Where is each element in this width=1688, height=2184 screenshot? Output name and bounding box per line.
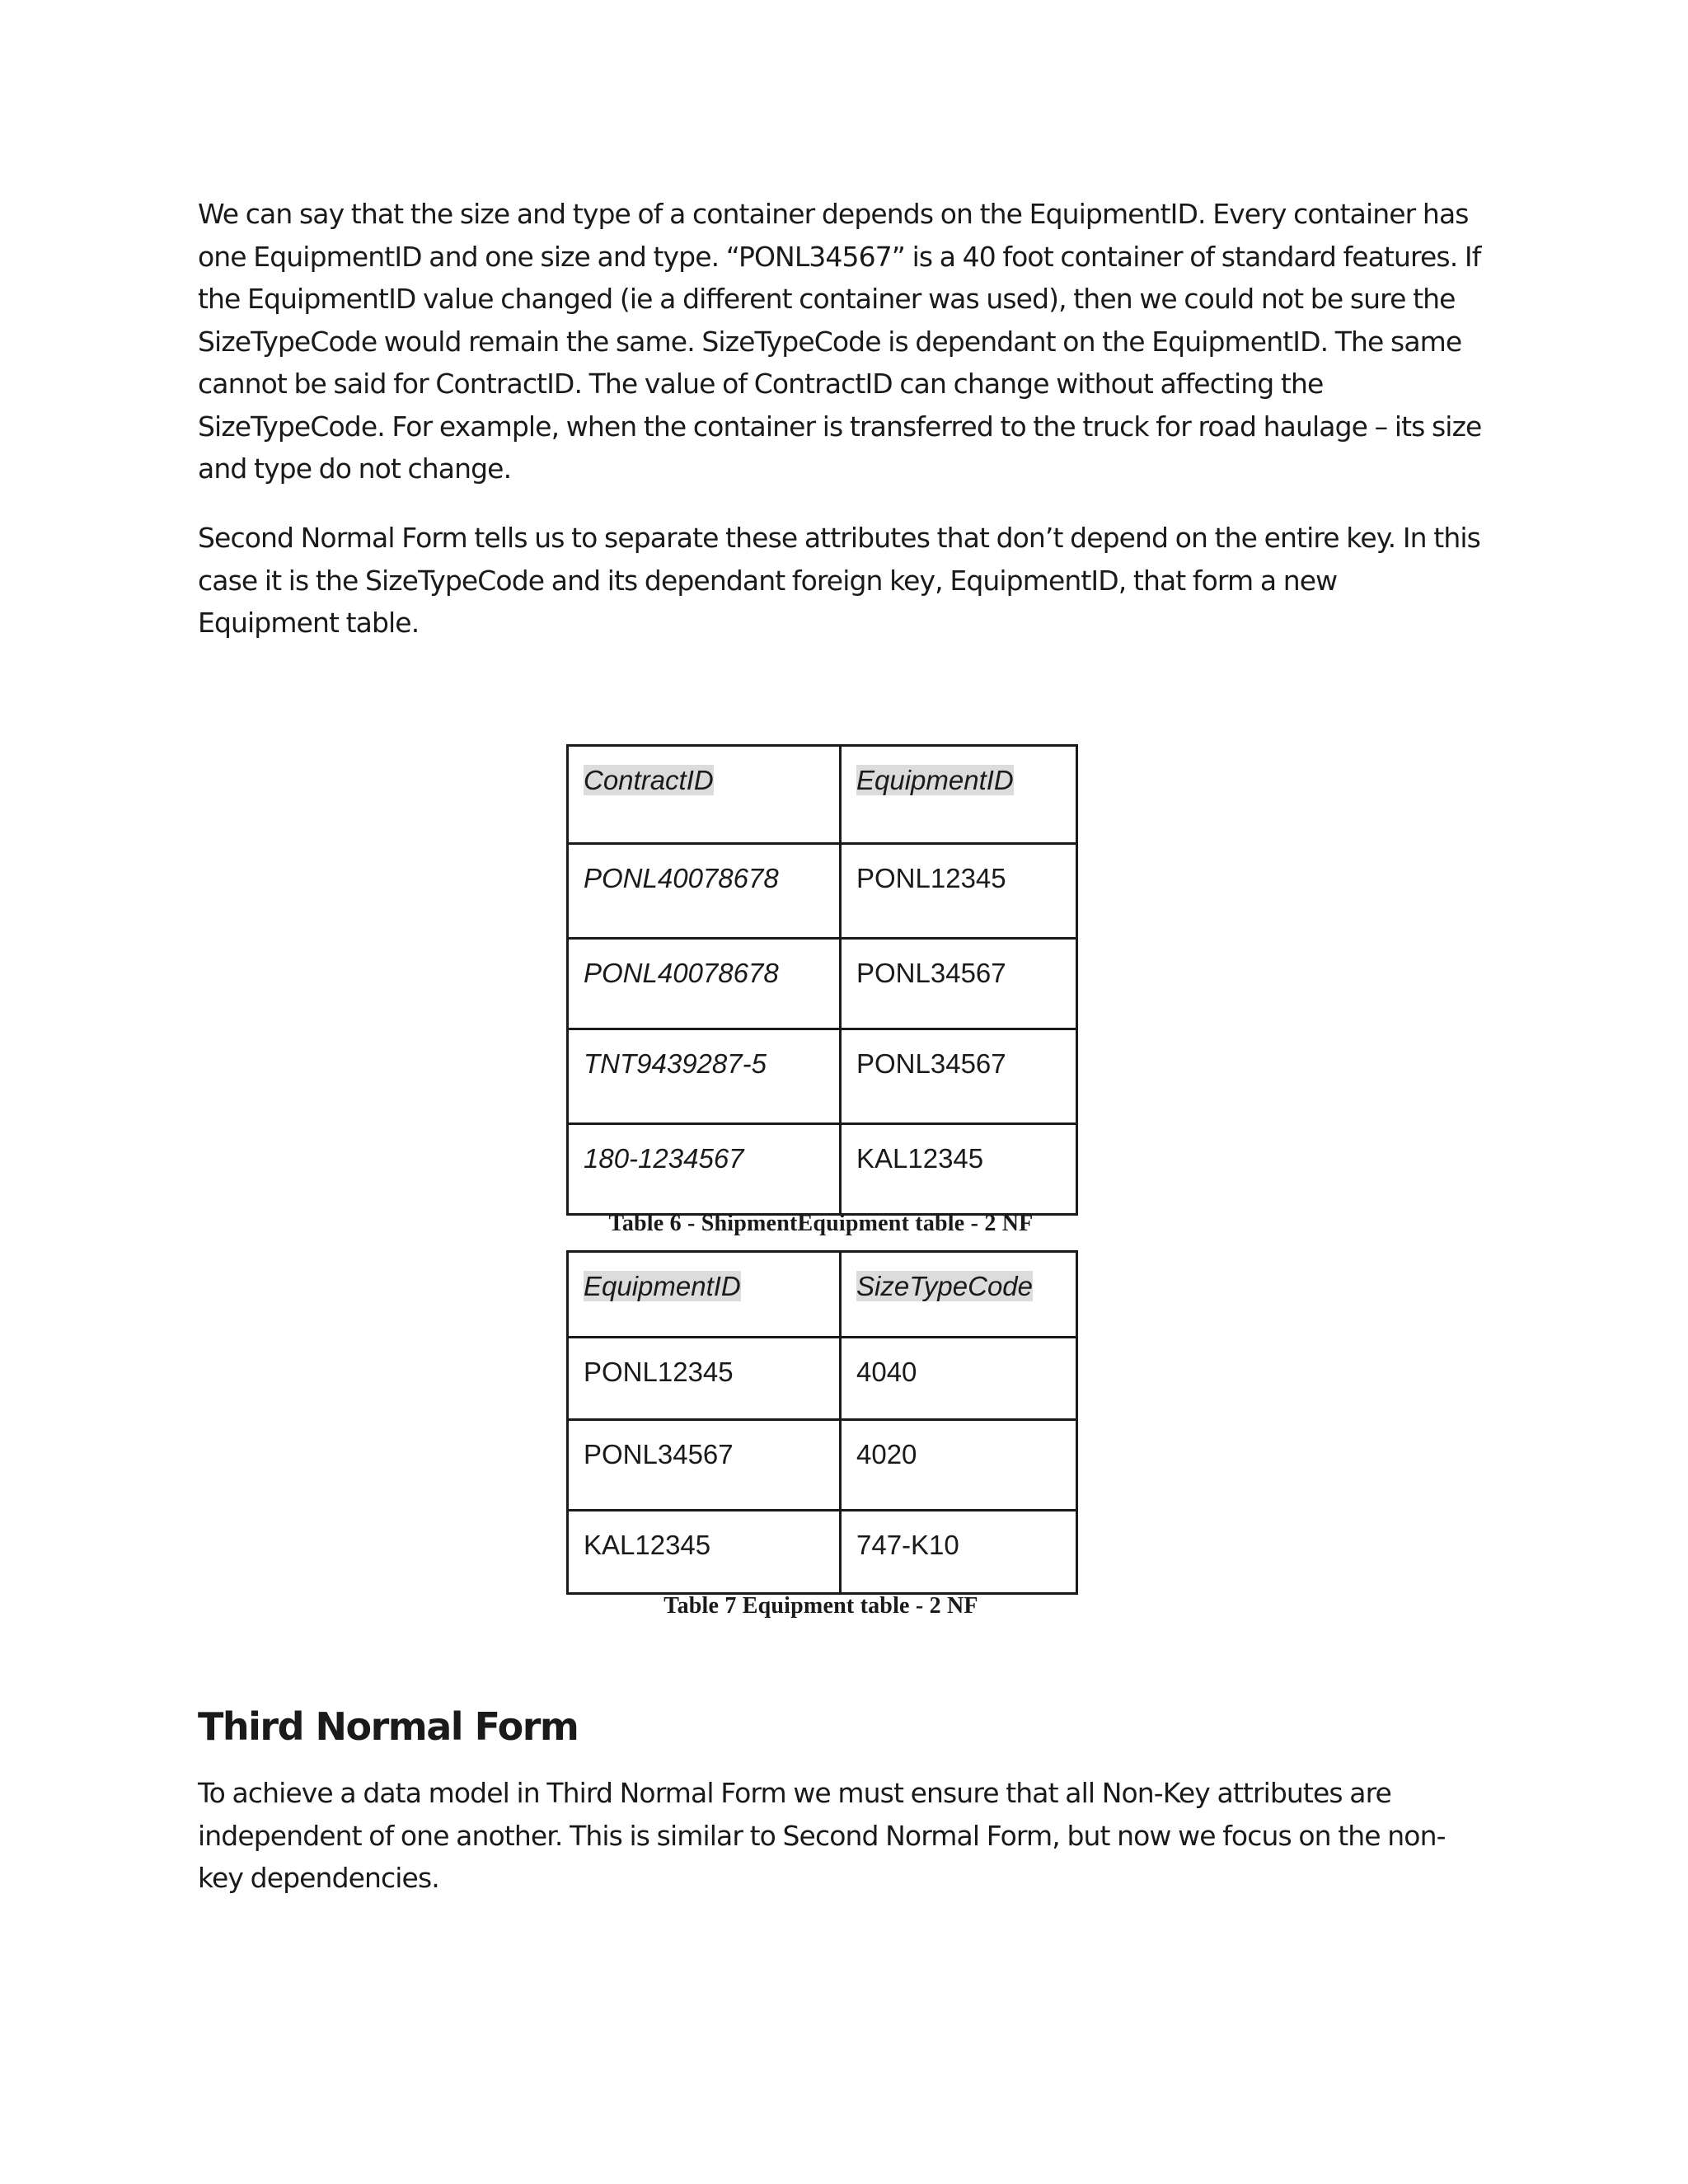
equipment-table bbox=[566, 1250, 1078, 1595]
table-header-row bbox=[568, 746, 1077, 844]
table-cell-size-type-code: 4020 bbox=[841, 1420, 1077, 1511]
table-cell-equipment-id: KAL12345 bbox=[841, 1124, 1077, 1215]
table-cell-equipment-id: PONL12345 bbox=[841, 844, 1077, 939]
table-row bbox=[568, 1511, 1077, 1594]
table-header-cell bbox=[841, 1252, 1077, 1338]
table-cell-equipment-id: KAL12345 bbox=[568, 1511, 841, 1594]
header-label-equipment-id: EquipmentID bbox=[856, 765, 1014, 795]
table-row bbox=[568, 1124, 1077, 1215]
table-header-cell bbox=[568, 746, 841, 844]
table-7-caption: Table 7 Equipment table - 2 NF bbox=[663, 1593, 978, 1619]
shipment-equipment-table bbox=[566, 744, 1078, 1216]
section-heading-third-normal-form: Third Normal Form bbox=[198, 1704, 579, 1749]
header-label-equipment-id: EquipmentID bbox=[584, 1271, 741, 1301]
table-cell-equipment-id: PONL12345 bbox=[568, 1338, 841, 1420]
table-cell-equipment-id: PONL34567 bbox=[568, 1420, 841, 1511]
table-cell-contract-id: PONL40078678 bbox=[568, 939, 841, 1029]
table-6-caption: Table 6 - ShipmentEquipment table - 2 NF bbox=[608, 1211, 1034, 1236]
table-cell-contract-id: PONL40078678 bbox=[568, 844, 841, 939]
table-cell-contract-id: 180-1234567 bbox=[568, 1124, 841, 1215]
table-cell-size-type-code: 4040 bbox=[841, 1338, 1077, 1420]
paragraph-third-normal-form: To achieve a data model in Third Normal Form we must ensure that all Non-Key attributes are independent of one another. This is similar to Second Normal Form, but now we focus on the non-key dependencies. bbox=[198, 1777, 1446, 1894]
table-row bbox=[568, 1029, 1077, 1124]
table-cell-equipment-id: PONL34567 bbox=[841, 939, 1077, 1029]
table-cell-contract-id: TNT9439287-5 bbox=[568, 1029, 841, 1124]
table-header-cell bbox=[568, 1252, 841, 1338]
header-label-contract-id: ContractID bbox=[584, 765, 714, 795]
table-header-row bbox=[568, 1252, 1077, 1338]
table-row bbox=[568, 939, 1077, 1029]
table-row bbox=[568, 1338, 1077, 1420]
table-row bbox=[568, 1420, 1077, 1511]
header-label-size-type-code: SizeTypeCode bbox=[856, 1271, 1034, 1301]
table-cell-equipment-id: PONL34567 bbox=[841, 1029, 1077, 1124]
table-header-cell bbox=[841, 746, 1077, 844]
paragraph-second-normal-form: Second Normal Form tells us to separate these attributes that don’t depend on the entire key. In this case it is the SizeTypeCode and its dependant foreign key, EquipmentID, that form a new Equipment table. bbox=[198, 522, 1480, 639]
table-row bbox=[568, 844, 1077, 939]
table-cell-size-type-code: 747-K10 bbox=[841, 1511, 1077, 1594]
paragraph-equipment-dependency: We can say that the size and type of a container depends on the EquipmentID. Every container has one EquipmentID and one size and type. “PONL34567” is a 40 foot container of standard features. If the EquipmentID value changed (ie a different container was used), then we could not be sure the SizeTypeCode would remain the same. SizeTypeCode is dependant on the EquipmentID. The same cannot be said for ContractID. The value of ContractID can change without affecting the SizeTypeCode. For example, when the container is transferred to the truck for road haulage – its size and type do not change. bbox=[198, 198, 1482, 485]
